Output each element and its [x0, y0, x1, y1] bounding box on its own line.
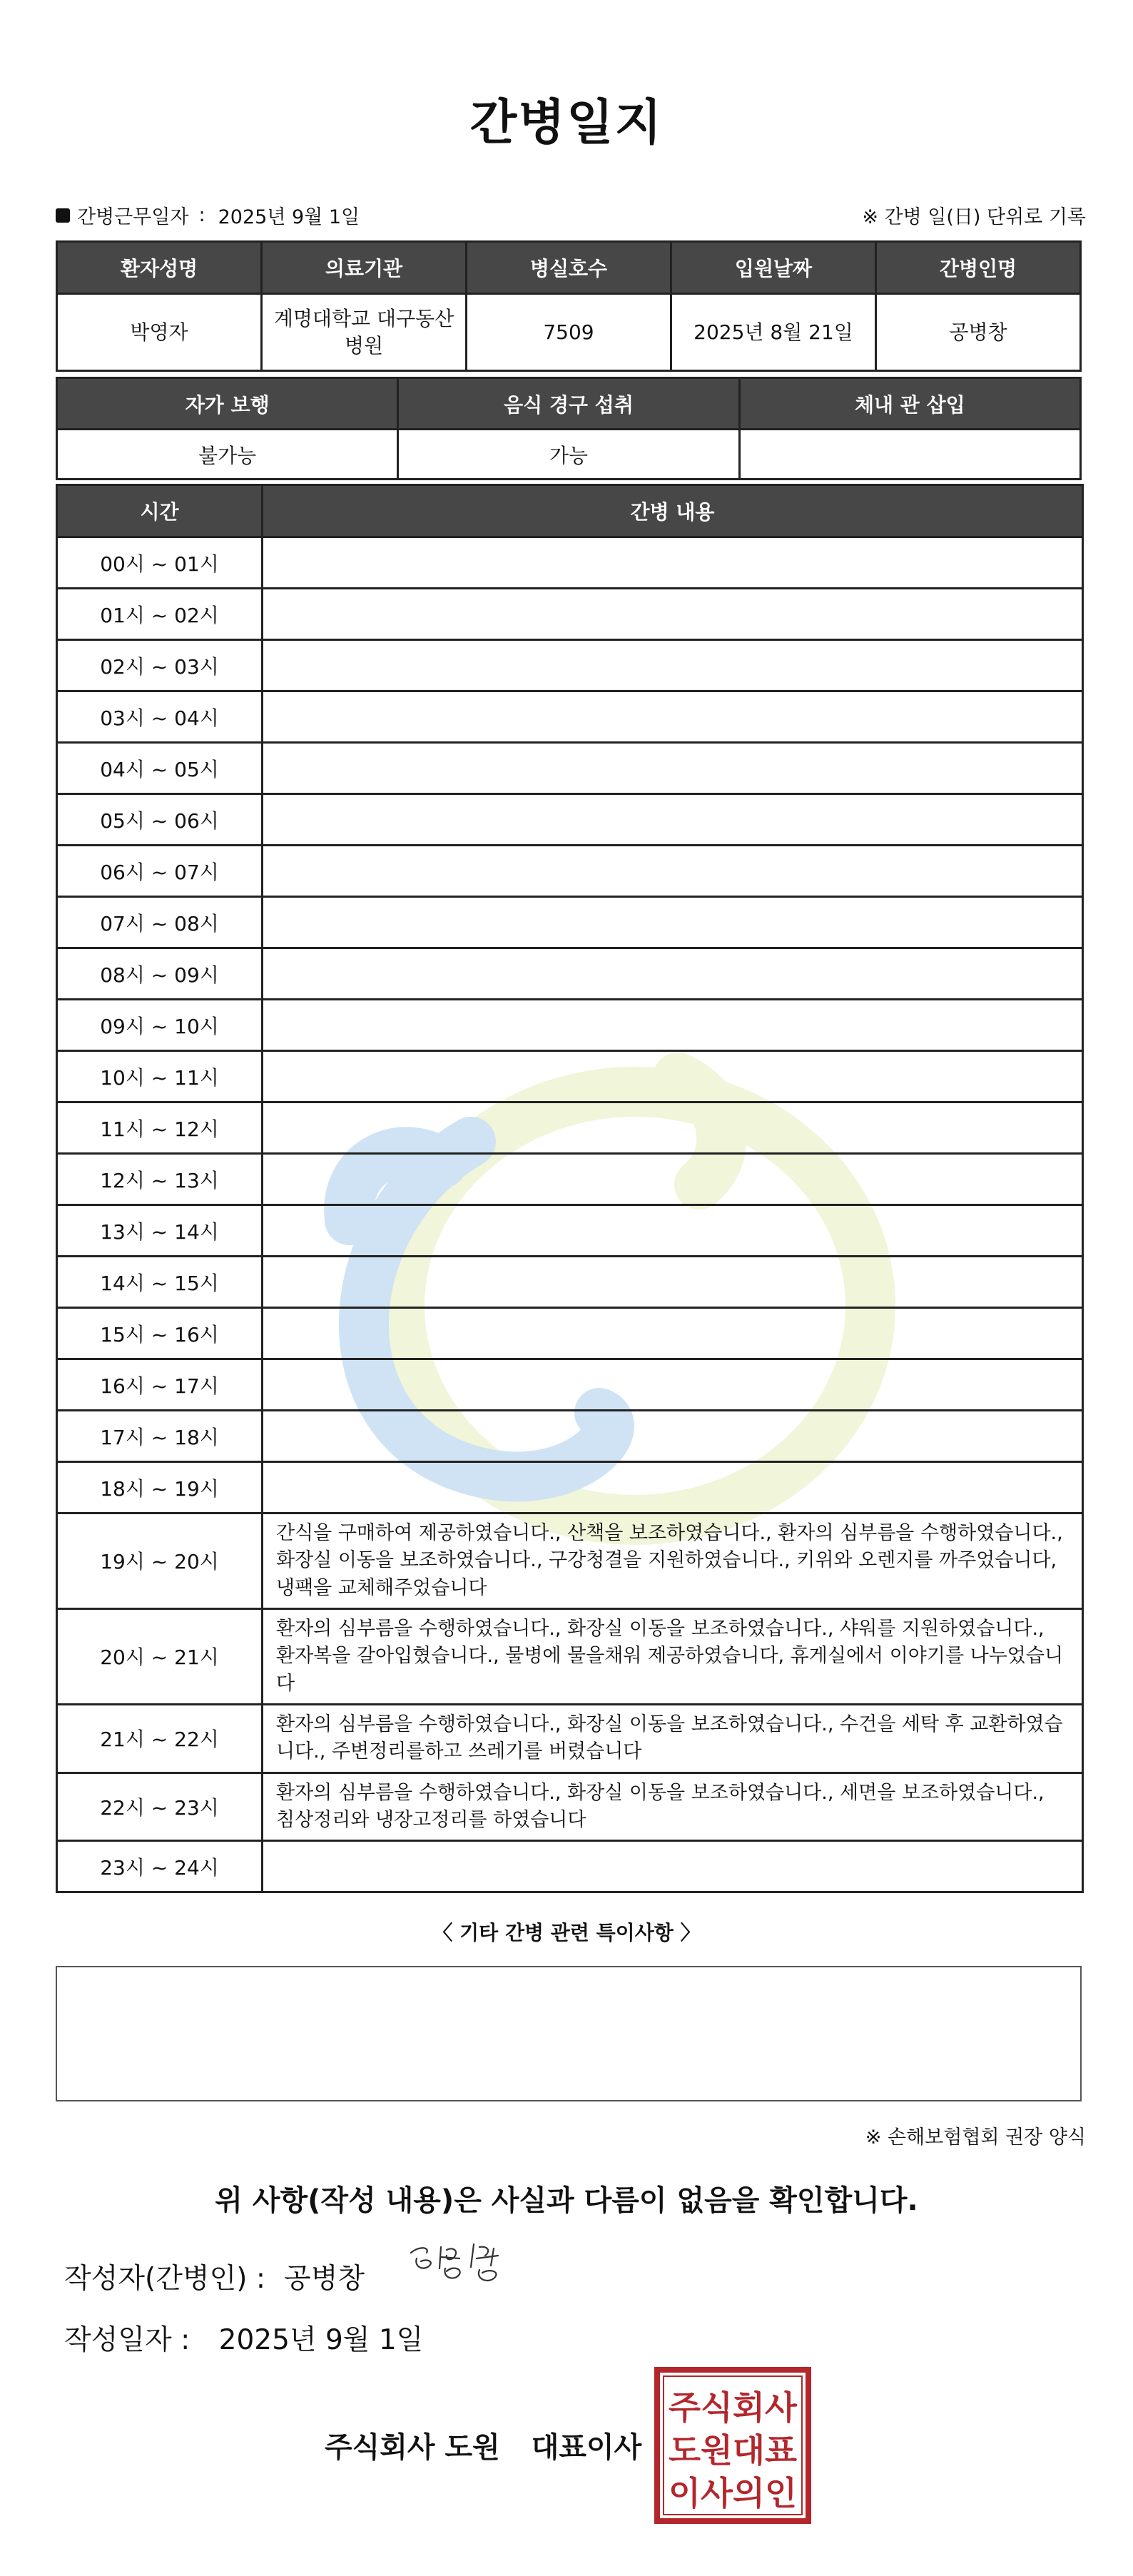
log-content-cell [263, 1102, 1083, 1154]
log-row [57, 1154, 1083, 1205]
caregiver-name: 공병창 [876, 294, 1081, 371]
log-content-cell [263, 589, 1083, 640]
log-row [57, 1704, 1083, 1773]
patient-info-table [56, 240, 1082, 372]
work-date-separator: : [198, 204, 205, 226]
log-content-cell [263, 691, 1083, 743]
log-content-cell [263, 1308, 1083, 1359]
written-date-line [64, 2318, 423, 2358]
header-tube-insertion: 체내 관 삽입 [739, 378, 1080, 430]
patient-name: 박영자 [57, 294, 262, 371]
oral-intake-value: 가능 [398, 430, 739, 480]
log-content-cell [263, 846, 1083, 897]
log-row [57, 948, 1083, 1000]
log-content-cell [263, 1359, 1083, 1411]
log-content-cell [263, 1462, 1083, 1513]
company-name: 주식회사 도원 [325, 2431, 500, 2464]
handwritten-signature [405, 2237, 527, 2294]
header-admission-date: 입원날짜 [671, 242, 876, 294]
log-row [57, 846, 1083, 897]
log-content-cell [263, 1154, 1083, 1205]
log-time-cell: 01시 ~ 02시 [57, 589, 263, 640]
special-notes-box [56, 1966, 1082, 2101]
log-content-cell: 간식을 구매하여 제공하였습니다., 산책을 보조하였습니다., 환자의 심부름을 수행하였습니다., 화장실 이동을 보조하였습니다., 구강청결을 지원하였습니다., 키위와 오렌지를 까주었습니다, 냉팩을 교체해주었습니다 [263, 1513, 1083, 1609]
tube-insertion-value [739, 430, 1080, 480]
self-walking-value: 불가능 [57, 430, 398, 480]
special-notes-title: 〈 기타 간병 관련 특이사항 〉 [432, 1921, 701, 1944]
log-content-cell: 환자의 심부름을 수행하였습니다., 화장실 이동을 보조하였습니다., 세면을 보조하였습니다., 침상정리와 냉장고정리를 하였습니다 [263, 1773, 1083, 1841]
log-time-cell: 00시 ~ 01시 [57, 537, 263, 589]
log-time-cell: 05시 ~ 06시 [57, 794, 263, 846]
form-source-note: ※ 손해보험협회 권장 양식 [865, 2126, 1086, 2149]
header-oral-intake: 음식 경구 섭취 [398, 378, 739, 430]
log-time-cell: 22시 ~ 23시 [57, 1773, 263, 1841]
log-time-cell: 15시 ~ 16시 [57, 1308, 263, 1359]
log-row [57, 1841, 1083, 1892]
log-content-cell [263, 1257, 1083, 1308]
square-bullet-icon [56, 208, 70, 223]
work-date-label: 간병근무일자 [77, 206, 189, 228]
log-row [57, 1513, 1083, 1609]
header-caregiver-name: 간병인명 [876, 242, 1081, 294]
log-row [57, 794, 1083, 846]
log-content-cell [263, 1051, 1083, 1102]
log-row [57, 589, 1083, 640]
log-row [57, 537, 1083, 589]
log-row [57, 1462, 1083, 1513]
log-time-cell: 17시 ~ 18시 [57, 1411, 263, 1462]
log-content-cell: 환자의 심부름을 수행하였습니다., 화장실 이동을 보조하였습니다., 수건을 세탁 후 교환하였습니다., 주변정리를하고 쓰레기를 버렸습니다 [263, 1704, 1083, 1773]
hospital-name: 계명대학교 대구동산병원 [262, 294, 467, 371]
log-time-cell: 12시 ~ 13시 [57, 1154, 263, 1205]
header-care-content: 간병 내용 [263, 485, 1083, 537]
written-date-label: 작성일자 : [64, 2324, 190, 2356]
log-row [57, 1000, 1083, 1051]
log-time-cell: 08시 ~ 09시 [57, 948, 263, 1000]
log-row [57, 1773, 1083, 1841]
log-content-cell [263, 640, 1083, 691]
log-content-cell: 환자의 심부름을 수행하였습니다., 화장실 이동을 보조하였습니다., 샤워를 지원하였습니다., 환자복을 갈아입혔습니다., 물병에 물을채워 제공하였습니다, 휴게실에서 이야기를 나누었습니다 [263, 1608, 1083, 1704]
seal-text-line: 도원대표 [669, 2431, 798, 2470]
log-time-cell: 10시 ~ 11시 [57, 1051, 263, 1102]
log-row [57, 1102, 1083, 1154]
log-time-cell: 14시 ~ 15시 [57, 1257, 263, 1308]
writer-name: 공병창 [284, 2263, 365, 2295]
writer-label: 작성자(간병인) : [64, 2263, 266, 2295]
log-time-cell: 20시 ~ 21시 [57, 1608, 263, 1704]
company-line [325, 2425, 641, 2465]
header-time: 시간 [57, 485, 263, 537]
work-date [56, 201, 360, 229]
log-time-cell: 21시 ~ 22시 [57, 1704, 263, 1773]
confirmation-statement: 위 사항(작성 내용)은 사실과 다름이 없음을 확인합니다. [215, 2184, 918, 2217]
log-row [57, 1308, 1083, 1359]
header-room-number: 병실호수 [467, 242, 671, 294]
log-content-cell [263, 1841, 1083, 1892]
company-seal-stamp [654, 2366, 812, 2525]
log-time-cell: 02시 ~ 03시 [57, 640, 263, 691]
log-row [57, 691, 1083, 743]
log-content-cell [263, 537, 1083, 589]
hourly-care-log-table [56, 484, 1084, 1893]
header-self-walking: 자가 보행 [57, 378, 398, 430]
log-time-cell: 11시 ~ 12시 [57, 1102, 263, 1154]
company-role: 대표이사 [531, 2431, 642, 2464]
log-time-cell: 13시 ~ 14시 [57, 1205, 263, 1257]
seal-text-line: 이사의인 [669, 2474, 797, 2512]
room-number: 7509 [467, 294, 671, 371]
work-date-value: 2025년 9월 1일 [218, 206, 360, 228]
log-content-cell [263, 1000, 1083, 1051]
log-row [57, 1205, 1083, 1257]
log-row [57, 1411, 1083, 1462]
log-content-cell [263, 794, 1083, 846]
log-time-cell: 09시 ~ 10시 [57, 1000, 263, 1051]
seal-text-line: 주식회사 [669, 2388, 798, 2427]
log-time-cell: 06시 ~ 07시 [57, 846, 263, 897]
log-row [57, 743, 1083, 794]
log-content-cell [263, 897, 1083, 948]
header-patient-name: 환자성명 [57, 242, 262, 294]
written-date-value: 2025년 9월 1일 [218, 2324, 424, 2356]
log-time-cell: 04시 ~ 05시 [57, 743, 263, 794]
log-content-cell [263, 1411, 1083, 1462]
page-title: 간병일지 [469, 95, 664, 151]
log-row [57, 640, 1083, 691]
log-time-cell: 03시 ~ 04시 [57, 691, 263, 743]
log-row [57, 897, 1083, 948]
log-time-cell: 16시 ~ 17시 [57, 1359, 263, 1411]
log-time-cell: 18시 ~ 19시 [57, 1462, 263, 1513]
patient-condition-table [56, 377, 1082, 480]
daily-record-note: ※ 간병 일(日) 단위로 기록 [862, 206, 1086, 228]
log-time-cell: 23시 ~ 24시 [57, 1841, 263, 1892]
log-time-cell: 07시 ~ 08시 [57, 897, 263, 948]
log-content-cell [263, 948, 1083, 1000]
log-row [57, 1257, 1083, 1308]
log-row [57, 1051, 1083, 1102]
log-content-cell [263, 743, 1083, 794]
log-time-cell: 19시 ~ 20시 [57, 1513, 263, 1609]
writer-line [64, 2256, 365, 2296]
admission-date: 2025년 8월 21일 [671, 294, 876, 371]
header-hospital: 의료기관 [262, 242, 467, 294]
log-row [57, 1608, 1083, 1704]
log-content-cell [263, 1205, 1083, 1257]
log-row [57, 1359, 1083, 1411]
